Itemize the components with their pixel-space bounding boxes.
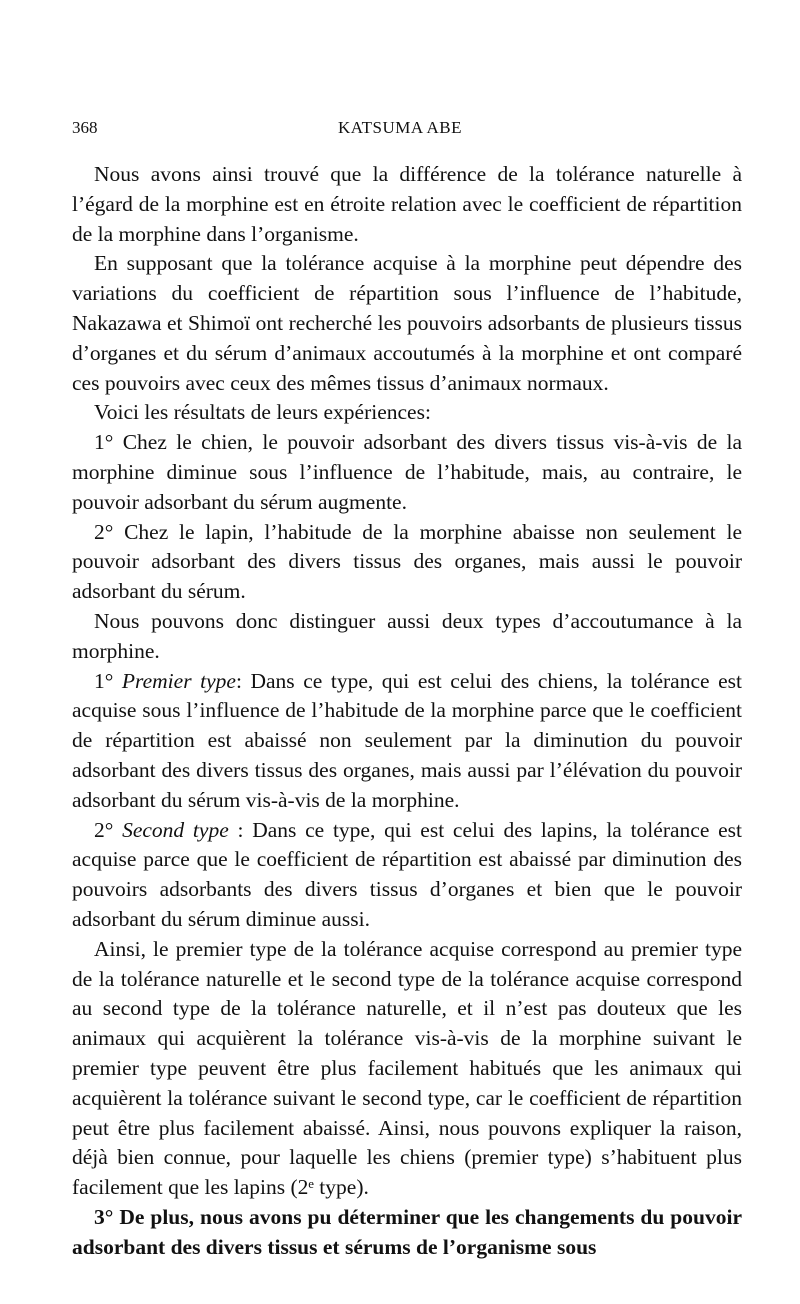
paragraph (72, 1203, 742, 1263)
page-header (72, 118, 728, 146)
paragraph-lead: 2° (94, 817, 123, 842)
paragraph (72, 428, 742, 517)
paragraph-text: : Dans ce type, qui est celui des lapins, la tolérance est acquise parce que le coefficient de répartition est abaissé par diminution des pouvoirs adsorbants des divers tissus d’organes et bien que le pouvoir adsorbant du sérum diminue aussi. (72, 817, 742, 931)
paragraph (72, 398, 742, 428)
paragraph (72, 249, 742, 398)
type-heading: Premier type (121, 668, 236, 693)
paragraph-text: Voici les résultats de leurs expériences: (94, 400, 431, 425)
paragraph (72, 607, 742, 667)
paragraph-text: En supposant que la tolérance acquise à la morphine peut dépendre des variations du coefficient de répartition sous l’influence de l’habitude, Nakazawa et Shimoï ont recherché les pouvoirs adsorbants de plusieurs tissus d’organes et du sérum d’animaux accoutumés à la morphine et ont comparé ces pouvoirs avec ceux des mêmes tissus d’animaux normaux. (72, 251, 742, 395)
page-number: 368 (72, 118, 98, 137)
body-text (72, 160, 742, 1262)
paragraph (72, 935, 742, 1203)
paragraph-text: 2° Chez le lapin, l’habitude de la morphine abaisse non seulement le pouvoir adsorbant des divers tissus des organes, mais aussi le pouvoir adsorbant du sérum. (72, 519, 742, 604)
paragraph (72, 667, 742, 816)
paragraph-text: : Dans ce type, qui est celui des chiens, la tolérance est acquise sous l’influence de l’habitude de la morphine parce que le coefficient de répartition est abaissé non seulement par la diminution du pouvoir adsorbant des divers tissus des organes, mais aussi par l’élévation du pouvoir adsorbant du sérum vis-à-vis de la morphine. (72, 668, 742, 812)
running-head: KATSUMA ABE (337, 118, 463, 137)
paragraph (72, 160, 742, 249)
paragraph-text: Nous avons ainsi trouvé que la différence de la tolérance naturelle à l’égard de la morphine est en étroite relation avec le coefficient de répartition de la morphine dans l’organisme. (72, 162, 742, 246)
paragraph-lead: 1° (94, 668, 122, 693)
paragraph (72, 816, 742, 935)
paragraph (72, 518, 742, 607)
type-heading: Second type (122, 817, 229, 842)
paragraph-text: Ainsi, le premier type de la tolérance acquise correspond au premier type de la tolérance naturelle et le second type de la tolérance acquise correspond au second type de la tolérance naturelle, et il n’est pas douteux que les animaux qui acquièrent la tolérance vis-à-vis de la morphine suivant le premier type peuvent être plus facilement habitués que les animaux qui acquièrent la tolérance suivant le second type, car le coefficient de répartition peut être plus facilement abaissé. Ainsi, nous pouvons expliquer la raison, déjà bien connue, pour laquelle les chiens (premier type) s’habituent plus facilement que les lapins (2ᵉ type). (72, 936, 742, 1200)
paragraph-text: 3° De plus, nous avons pu déterminer que les changements du pouvoir adsorbant des divers tissus et sérums de l’organisme sous (72, 1204, 742, 1259)
paragraph-text: Nous pouvons donc distinguer aussi deux types d’accoutumance à la morphine. (72, 608, 742, 663)
paragraph-text: 1° Chez le chien, le pouvoir adsorbant des divers tissus vis-à-vis de la morphine diminue sous l’influence de l’habitude, mais, au contraire, le pouvoir adsorbant du sérum augmente. (72, 430, 742, 514)
